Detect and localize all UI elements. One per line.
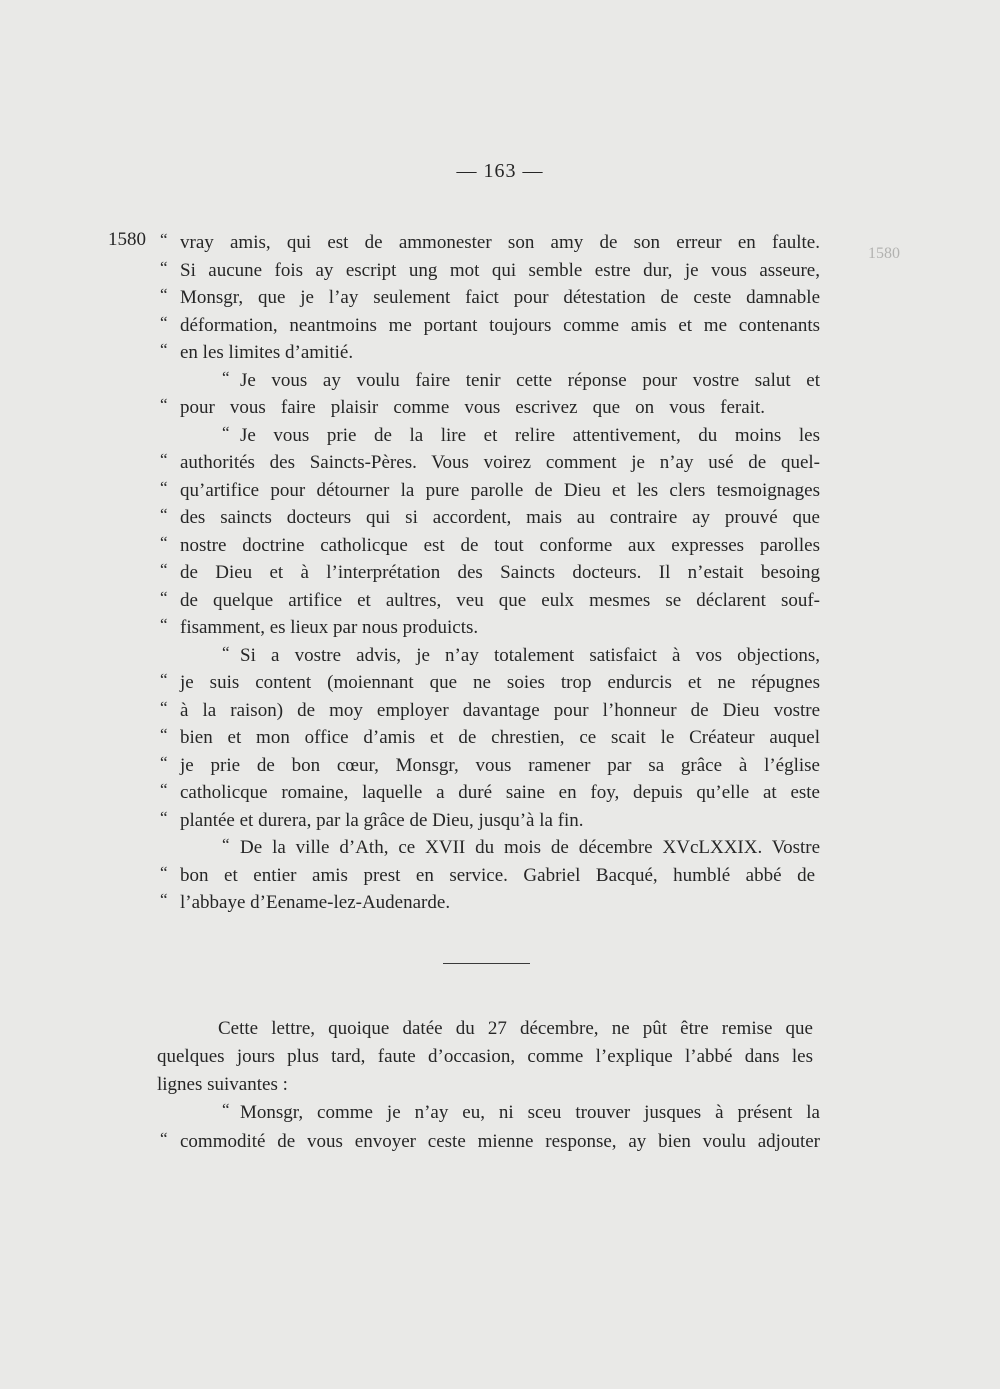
letter-line-text: authorités des Saincts-Pères. Vous voirez comment je n’ay usé de quel- (180, 452, 820, 473)
letter-line-text: je prie de bon cœur, Monsgr, vous ramener par sa grâce à l’église (180, 754, 820, 776)
quote-mark: “ (160, 395, 168, 414)
letter-line (160, 394, 820, 422)
quote-mark: “ (160, 862, 168, 882)
letter-line (160, 312, 820, 340)
letter-line (160, 807, 820, 835)
letter-line-text: fisamment, es lieux par nous produicts. (180, 617, 479, 638)
letter-line (160, 229, 820, 257)
letter-line-text: bien et mon office d’amis et de chrestien, ce scait le Créateur auquel (180, 727, 820, 748)
letter-line (160, 724, 820, 752)
letter-line-text: De la ville d’Ath, ce XVII du mois de décembre XVcLXXIX. Vostre (240, 837, 820, 858)
quote-mark: “ (160, 505, 168, 524)
letter-line-text: Monsgr, que je l’ay seulement faict pour détestation de ceste damnable (180, 287, 820, 308)
letter-line-text: bon et entier amis prest en service. Gabriel Bacqué, humblé abbé de (180, 864, 815, 886)
letter-line-text: l’abbaye d’Eename-lez-Audenarde. (180, 892, 451, 913)
letter-line-text: Je vous ay voulu faire tenir cette réponse pour vostre salut et (240, 369, 820, 391)
quote-mark: “ (160, 477, 168, 497)
quote-mark: “ (160, 450, 168, 469)
quote-mark: “ (160, 780, 168, 799)
letter-line (160, 422, 820, 450)
quote-mark: “ (160, 532, 168, 552)
section-divider (443, 963, 530, 964)
letter-line-text: des saincts docteurs qui si accordent, mais au contraire ay prouvé que (180, 507, 820, 528)
letter-line (160, 889, 820, 917)
letter-line (160, 367, 820, 395)
letter-line (160, 669, 820, 697)
letter-line (160, 504, 820, 532)
quote-mark: “ (160, 285, 168, 304)
quote-mark: “ (222, 422, 230, 442)
letter-line (160, 257, 820, 285)
letter-line-text: plantée et durera, par la grâce de Dieu, jusqu’à la fin. (180, 809, 584, 831)
letter-line-text: pour vous faire plaisir comme vous escrivez que on vous ferait. (180, 397, 765, 418)
letter-line (160, 614, 820, 642)
letter-line-text: Si aucune fois ay escript ung mot qui semble estre dur, je vous asseure, (180, 259, 820, 281)
letter-line (160, 477, 820, 505)
commentary-line: lignes suivantes : (157, 1074, 288, 1095)
commentary-line: Cette lettre, quoique datée du 27 décembre, ne pût être remise que (218, 1018, 813, 1039)
letter-line-text: Je vous prie de la lire et relire attentivement, du moins les (240, 424, 820, 446)
letter-line-text: vray amis, qui est de ammonester son amy de son erreur en faulte. (180, 232, 820, 253)
quote-mark: “ (222, 1100, 230, 1119)
letter-line (160, 559, 820, 587)
quote-mark: “ (222, 367, 230, 387)
continuation-line-text: Monsgr, comme je n’ay eu, ni sceu trouver jusques à présent la (240, 1102, 820, 1123)
letter-line (160, 862, 820, 890)
letter-line-text: catholicque romaine, laquelle a duré saine en foy, depuis qu’elle at este (180, 782, 820, 803)
quote-mark: “ (160, 670, 168, 689)
letter-line (160, 834, 820, 862)
quote-mark: “ (160, 340, 168, 359)
quote-mark: “ (160, 257, 168, 277)
letter-line-text: à la raison) de moy employer davantage pour l’honneur de Dieu vostre (180, 699, 820, 721)
letter-line-text: je suis content (moiennant que ne soies trop endurcis et ne répugnes (180, 672, 820, 693)
bleed-through-mark: 1580 (868, 245, 900, 262)
quote-mark: “ (160, 1129, 168, 1148)
letter-line (160, 284, 820, 312)
quote-mark: “ (160, 230, 168, 249)
letter-line-text: de Dieu et à l’interprétation des Saincts docteurs. Il n’estait besoing (180, 562, 820, 583)
letter-line (160, 449, 820, 477)
quote-mark: “ (222, 835, 230, 854)
commentary-line: quelques jours plus tard, faute d’occasion, comme l’explique l’abbé dans les (157, 1046, 813, 1067)
letter-line-text: Si a vostre advis, je n’ay totalement satisfaict à vos objections, (240, 644, 820, 666)
letter-line (160, 532, 820, 560)
continuation-line (160, 1099, 820, 1127)
letter-line-text: de quelque artifice et aultres, veu que eulx mesmes se déclarent souf- (180, 589, 820, 611)
quote-mark: “ (160, 312, 168, 332)
letter-line (160, 339, 820, 367)
letter-line (160, 642, 820, 670)
letter-line (160, 752, 820, 780)
quote-mark: “ (160, 697, 168, 717)
quote-mark: “ (160, 615, 168, 634)
quote-mark: “ (160, 587, 168, 607)
quote-mark: “ (160, 560, 168, 579)
page-number: — 163 — (456, 160, 544, 182)
quote-mark: “ (160, 807, 168, 827)
letter-line (160, 587, 820, 615)
letter-line-text: déformation, neantmoins me portant toujours comme amis et me contenants (180, 314, 820, 336)
letter-line (160, 779, 820, 807)
letter-line-text: en les limites d’amitié. (180, 342, 354, 363)
margin-year: 1580 (108, 229, 146, 250)
letter-line-text: qu’artifice pour détourner la pure parolle de Dieu et les clers tesmoignages (180, 479, 820, 501)
continuation-line-text: commodité de vous envoyer ceste mienne response, ay bien voulu adjouter (180, 1131, 820, 1152)
quote-mark: “ (160, 890, 168, 909)
quote-mark: “ (160, 725, 168, 744)
quote-mark: “ (222, 642, 230, 662)
continuation-line (160, 1128, 820, 1156)
letter-line (160, 697, 820, 725)
letter-line-text: nostre doctrine catholicque est de tout conforme aux expresses parolles (180, 534, 820, 556)
quote-mark: “ (160, 752, 168, 772)
